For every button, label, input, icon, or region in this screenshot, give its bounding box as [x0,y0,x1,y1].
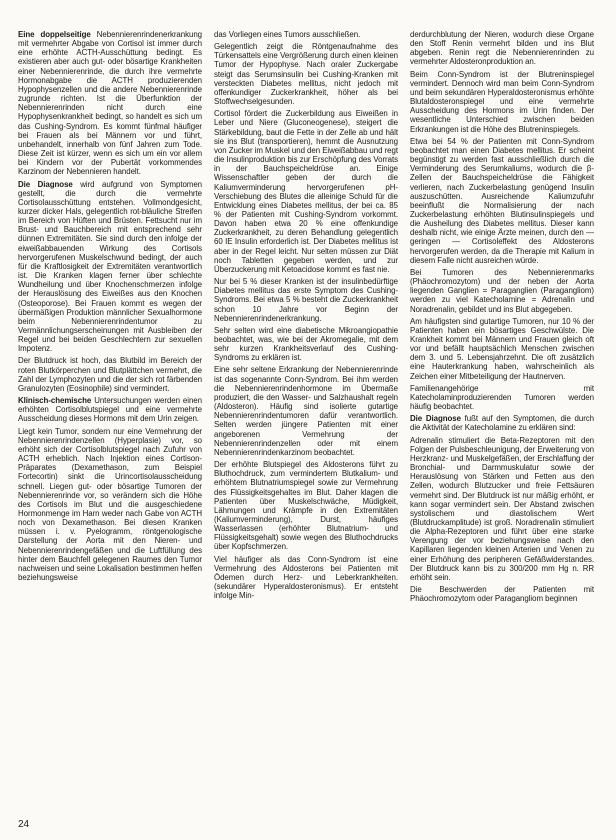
paragraph-text: Familienangehörige mit Katecholaminproduzierenden Tumoren werden häufig beobachtet. [410,383,594,412]
paragraph-text: Cortisol fördert die Zuckerbildung aus Eiweißen in Leber und Niere (Gluconeogenese), steigert die Stärkebildung, baut die Fette in der Zelle ab und hält sie ins Blut (transportieren), hemmt die Ausnutzung von Zucker im Muskel und den Eiweißabbau und regt die Insulinproduktion bis zur Erschöpfung des Vorrats in der Bauchspeicheldrüse an. Einige Wissenschaftler geben der durch die Kaliumverminderung hervorgerufenen pH-Verschiebung des Blutes die alleinige Schuld für die Entwicklung eines Diabetes mellitus, der bei ca. 85 % der Patienten mit Cushing-Syndrom vorkommt. Davon haben etwa 20 % eine offenkundige Zuckerkrankheit, zu deren Behandlung gelegentlich 60 IE Insulin erforderlich ist. Der Diabetes mellitus ist aber in der Regel leicht. Nur selten müssen zur Diät noch Tabletten gegeben werden, und zur Überzuckerung mit Ketoacidose kommt es fast nie. [214,109,398,274]
paragraph [18,427,202,583]
paragraph [410,70,594,134]
paragraph-text: Der erhöhte Blutspiegel des Aldosterons führt zu Bluthochdruck, zum vermindertem Blutkalium- und erhöhtem Blutnatriumspiegel sowie zur Vermehrung des Flüssigkeitsgehaltes im Blut. Daher klagen die Patienten über Muskelschwäche, Müdigkeit, Lähmungen und Krämpfe in den Extremitäten (Kaliumverminderung), Durst, häufiges Wasserlassen (erhöhter Blutnatrium- und Flüssigkeitsgehalt) sowie wegen des Bluthochdrucks über Kopfschmerzen. [214,460,398,552]
paragraph-text: Viel häufiger als das Conn-Syndrom ist eine Vermehrung des Aldosterons bei Patienten mit Ödemen durch Herz- und Leberkrankheiten. (sekundärer Hyperaldosteronismus). Er entsteht infolge Min- [214,554,398,601]
paragraph [214,460,398,552]
paragraph-text: Adrenalin stimuliert die Beta-Rezeptoren mit den Folgen der Pulsbeschleunigung, der Erweiterung von Herzkranz- und Muskelgefäßen, der Erschlaffung der Bronchial- und Darmmuskulatur sowie der Herauslösung von Stärken und Fetten aus den Zellen, wodurch Blutzucker und freie Fettsäuren vermehrt sind. Der Blutdruck ist nur mäßig erhöht, er kann sogar vermindert sein. Der Abstand zwischen systolischem und diastolischem Wert (Blutdruckamplitude) ist groß. Noradrenalin stimuliert die Alpha-Rezeptoren und führt über eine starke Verengung der vor beziehungsweise nach den Kapillaren liegenden kleinen Arterien und Venen zu einer Erhöhung des peripheren Gefäßwiderstandes. Der Blutdruck kann bis zu 300/200 mm Hg n. RR erhöht sein. [410,435,594,582]
paragraph [18,180,202,354]
paragraph-text: das Vorliegen eines Tumors ausschließen. [214,30,361,39]
paragraph-text: Am häufigsten sind gutartige Tumoren, nur 10 % der Patienten haben ein bösartiges Geschwülste. Die Krankheit kommt bei Männern und Frauen gleich oft vor und befällt hauptsächlich Menschen zwischen dem 3. und 5. Lebensjahrzehnt. Die oft zusätzlich eine Hauterkrankung haben, wahrscheinlich als Zeichen einer Mitbeteiligung der Hautnerven. [410,316,594,381]
paragraph-text: Der Blutdruck ist hoch, das Blutbild im Bereich der roten Blutkörperchen und Blutplättchen vermehrt, die Zahl der Lymphozyten und die der sich rot färbenden Granulozyten (Eosinophile) sind vermindert. [18,356,202,393]
paragraph [410,585,594,603]
paragraph-lead: Eine doppelseitige [18,30,91,39]
paragraph-lead: Klinisch-chemische [18,396,92,406]
paragraph-text: wird aufgrund von Symptomen gestellt, die durch die vermehrte Cortisolausschüttung entstehen. Vollmondgesicht, kurzer dicker Hals, gelegentlich rot-bläuliche Streifen im Bereich von Hüften und Brüsten. Fettsucht nur im Brust- und Bauchbereich mit entsprechend sehr dünnen Extremitäten. Sie sind durch den infolge der eiweißabbauenden Wirkung des Cortisols hervorgerufenen Muskelschwund bedingt, der auch für die Kraftlosigkeit der Extremitäten verantwortlich ist. Die Kranken klagen ferner über schlechte Wundheilung und über Knochenschmerzen infolge der Herauslösung des Eiweißes aus den Knochen (Osteoporose). Bei Frauen kommt es wegen der übermäßigen Produktion männlicher Sexualhormone beim Nebennierenrindentumor zu Vermännlichungserscheinungen mit Ausbleiben der Regel und bei beiden Geschlechtern zur sexuellen Impotenz. [18,179,202,354]
paragraph [410,268,594,314]
paragraph [410,384,594,411]
paragraph-text: fußt auf den Symptomen, die durch die Aktivität der Katecholamine zu erklären sind: [410,414,594,433]
paragraph [214,365,398,457]
paragraph [214,109,398,274]
paragraph-text: Die Beschwerden der Patienten mit Phäochromozytom oder Paragangliom beginnen [410,585,594,604]
paragraph-text: Etwa bei 54 % der Patienten mit Conn-Syndrom beobachtet man einen Diabetes mellitus. Er scheint begünstigt zu werden fast ausschließlich durch die Verminderung des Serumkaliums, wodurch die β-Zellen der Bauchspeicheldrüse die Fähigkeit verlieren, nach Zuckerbelastung genügend Insulin auszuschütten. Ausreichende Kaliumzufuhr beeinflußt die Normalisierung der nach Zuckerbelastung erhöhten Blutinsulinspiegels und die Ausheilung des Diabetes mellitus. Dieser kann deshalb nicht, wie einige Ärzte meinen, durch den — geringen — Cortisoleffekt des Aldosterons hervorgerufen werden, da die Therapie mit Kalium in diesem Falle nicht ausreichen würde. [410,136,594,265]
paragraph-text: Gelegentlich zeigt die Röntgenaufnahme des Türkensattels eine Vergrößerung durch einen kleinen Tumor der Hypophyse. Nach oraler Zuckergabe steigt das Serumsinsulin bei Cushing-Kranken mit versteckten Diabetes mellitus, nicht jedoch mit offenkundiger Zuckerkrankheit, höher als bei Stoffwechselgesunden. [214,42,398,107]
paragraph [410,436,594,583]
paragraph [410,317,594,381]
paragraph [18,30,202,177]
paragraph [214,30,398,39]
text-column-3 [410,30,594,808]
paragraph [18,356,202,393]
paragraph-text: derdurchblutung der Nieren, wodurch diese Organe den Stoff Renin vermehrt bilden und ins Blut abgeben. Renin regt die Nebennierenrinden zu vermehrter Aldosteronproduktion an. [410,30,594,67]
paragraph [410,137,594,265]
paragraph-text: Sehr selten wird eine diabetische Mikroangiopathie beobachtet, was, wie bei der Akromegalie, mit dem sehr kurzen Krankheitsverlauf des Cushing-Syndroms zu erklären ist. [214,325,398,363]
text-column-2 [214,30,398,808]
paragraph-text: Beim Conn-Syndrom ist der Blutreninspiegel vermindert. Dennoch wird man beim Conn-Syndrom und beim sekundären Hyperaldosteronismus erhöhte Blutaldosteronspiegel und eine vermehrte Ausscheidung des Hormons im Urin finden. Der wesentliche Unterschied zwischen beiden Erkrankungen ist die Höhe des Blutreninspiegels. [410,69,594,134]
paragraph [214,42,398,106]
paragraph-text: Liegt kein Tumor, sondern nur eine Vermehrung der Nebennierenrindenzellen (Hyperplasie) vor, so erhöht sich der Cortisolblutspiegel nach Zufuhr von ACTH erheblich. Nach Injektion eines Cortison-Präparates (Dexamethason, zum Beispiel Fortecortin) sinkt die Urincortisolausscheidung schnell. Liegen gut- oder bösartige Tumoren der Nebennierenrinde vor, so verändern sich die Höhe des Cortisols im Blut und die ausgeschiedene Hormonmenge im Harn weder nach Gabe von ACTH noch von Dexamethason. Bei diesen Kranken müssen i. v. Pyelogramm, röntgenologische Darstellung der Aorta mit den Nieren- und Nebennierenrindengefäßen und die Luftfüllung des hinter dem Bauchfell gelegenen Raumes den Tumor nachweisen und seine Lokalisation bestimmen helfen beziehungsweise [18,426,202,583]
paragraph [18,396,202,423]
paragraph [214,277,398,323]
paragraph-lead: Die Diagnose [18,179,73,189]
paragraph-text: Eine sehr seltene Erkrankung der Nebennierenrinde ist das sogenannte Conn-Syndrom. Bei ihm werden die Nebennierenrindenhormone im Übermaße produziert, die den Wasser- und Salzhaushalt regeln (Aldosteron). Häufig sind isolierte gutartige Nebennierenrindentumoren dafür verantwortlich. Selten werden jüngere Patienten mit einer angeborenen Vermehrung der Nebennierenrindenzellen oder mit einem Nebennierenrindenkarzinom beobachtet. [214,365,398,457]
paragraph [214,326,398,363]
text-column-1 [18,30,202,808]
paragraph-text: Nur bei 5 % dieser Kranken ist der insulinbedürftige Diabetes mellitus das erste Symptom des Cushing-Syndroms. Bei etwa 5 % besteht die Zuckerkrankheit schon 10 Jahre vor Beginn der Nebennierenrindenerkrankung. [214,277,398,323]
paragraph-lead: Die Diagnose [410,414,461,424]
paragraph-text: Untersuchungen werden einen erhöhten Cortisolblutspiegel und eine vermehrte Ausscheidung dieses Hormons mit dem Urin zeigen. [18,396,202,424]
paragraph [410,414,594,432]
paragraph [214,555,398,601]
paragraph-text: Bei Tumoren des Nebennierenmarks (Phäochromozytom) und der neben der Aorta liegenden Ganglien = Paraganglien (Paragangliom) werden zu viel Katecholamine = Adrenalin und Noradrenalin, gebildet und ins Blut abgegeben. [410,267,594,314]
page-number: 24 [18,819,30,830]
paragraph [410,30,594,67]
paragraph-text: Nebennierenrindenerkrankung mit vermehrter Abgabe von Cortisol ist immer durch eine erhöhte ACTH-Ausschüttung bedingt. Es existieren aber auch gut- oder bösartige Krankheiten einer Nebennierenrinde, die durch ihre vermehrte Hormonabgabe die ACTH produzierenden Hypophysenzellen und die andere Nebennierenrinde zugrunde richten. Ist die Überfunktion der Nebennierenrinden nicht durch eine Hypophysenkrankheit bedingt, so handelt es sich um das Cushing-Syndrom. Es kommt fünfmal häufiger bei Frauen als bei Männern vor und führt, unbehandelt, innerhalb von fünf Jahren zum Tode. Diese Zeit ist kürzer, wenn es sich um ein vor allem bei Kindern vor der Pubertät vorkommendes Karzinom der Nebennieren handelt. [18,30,202,177]
